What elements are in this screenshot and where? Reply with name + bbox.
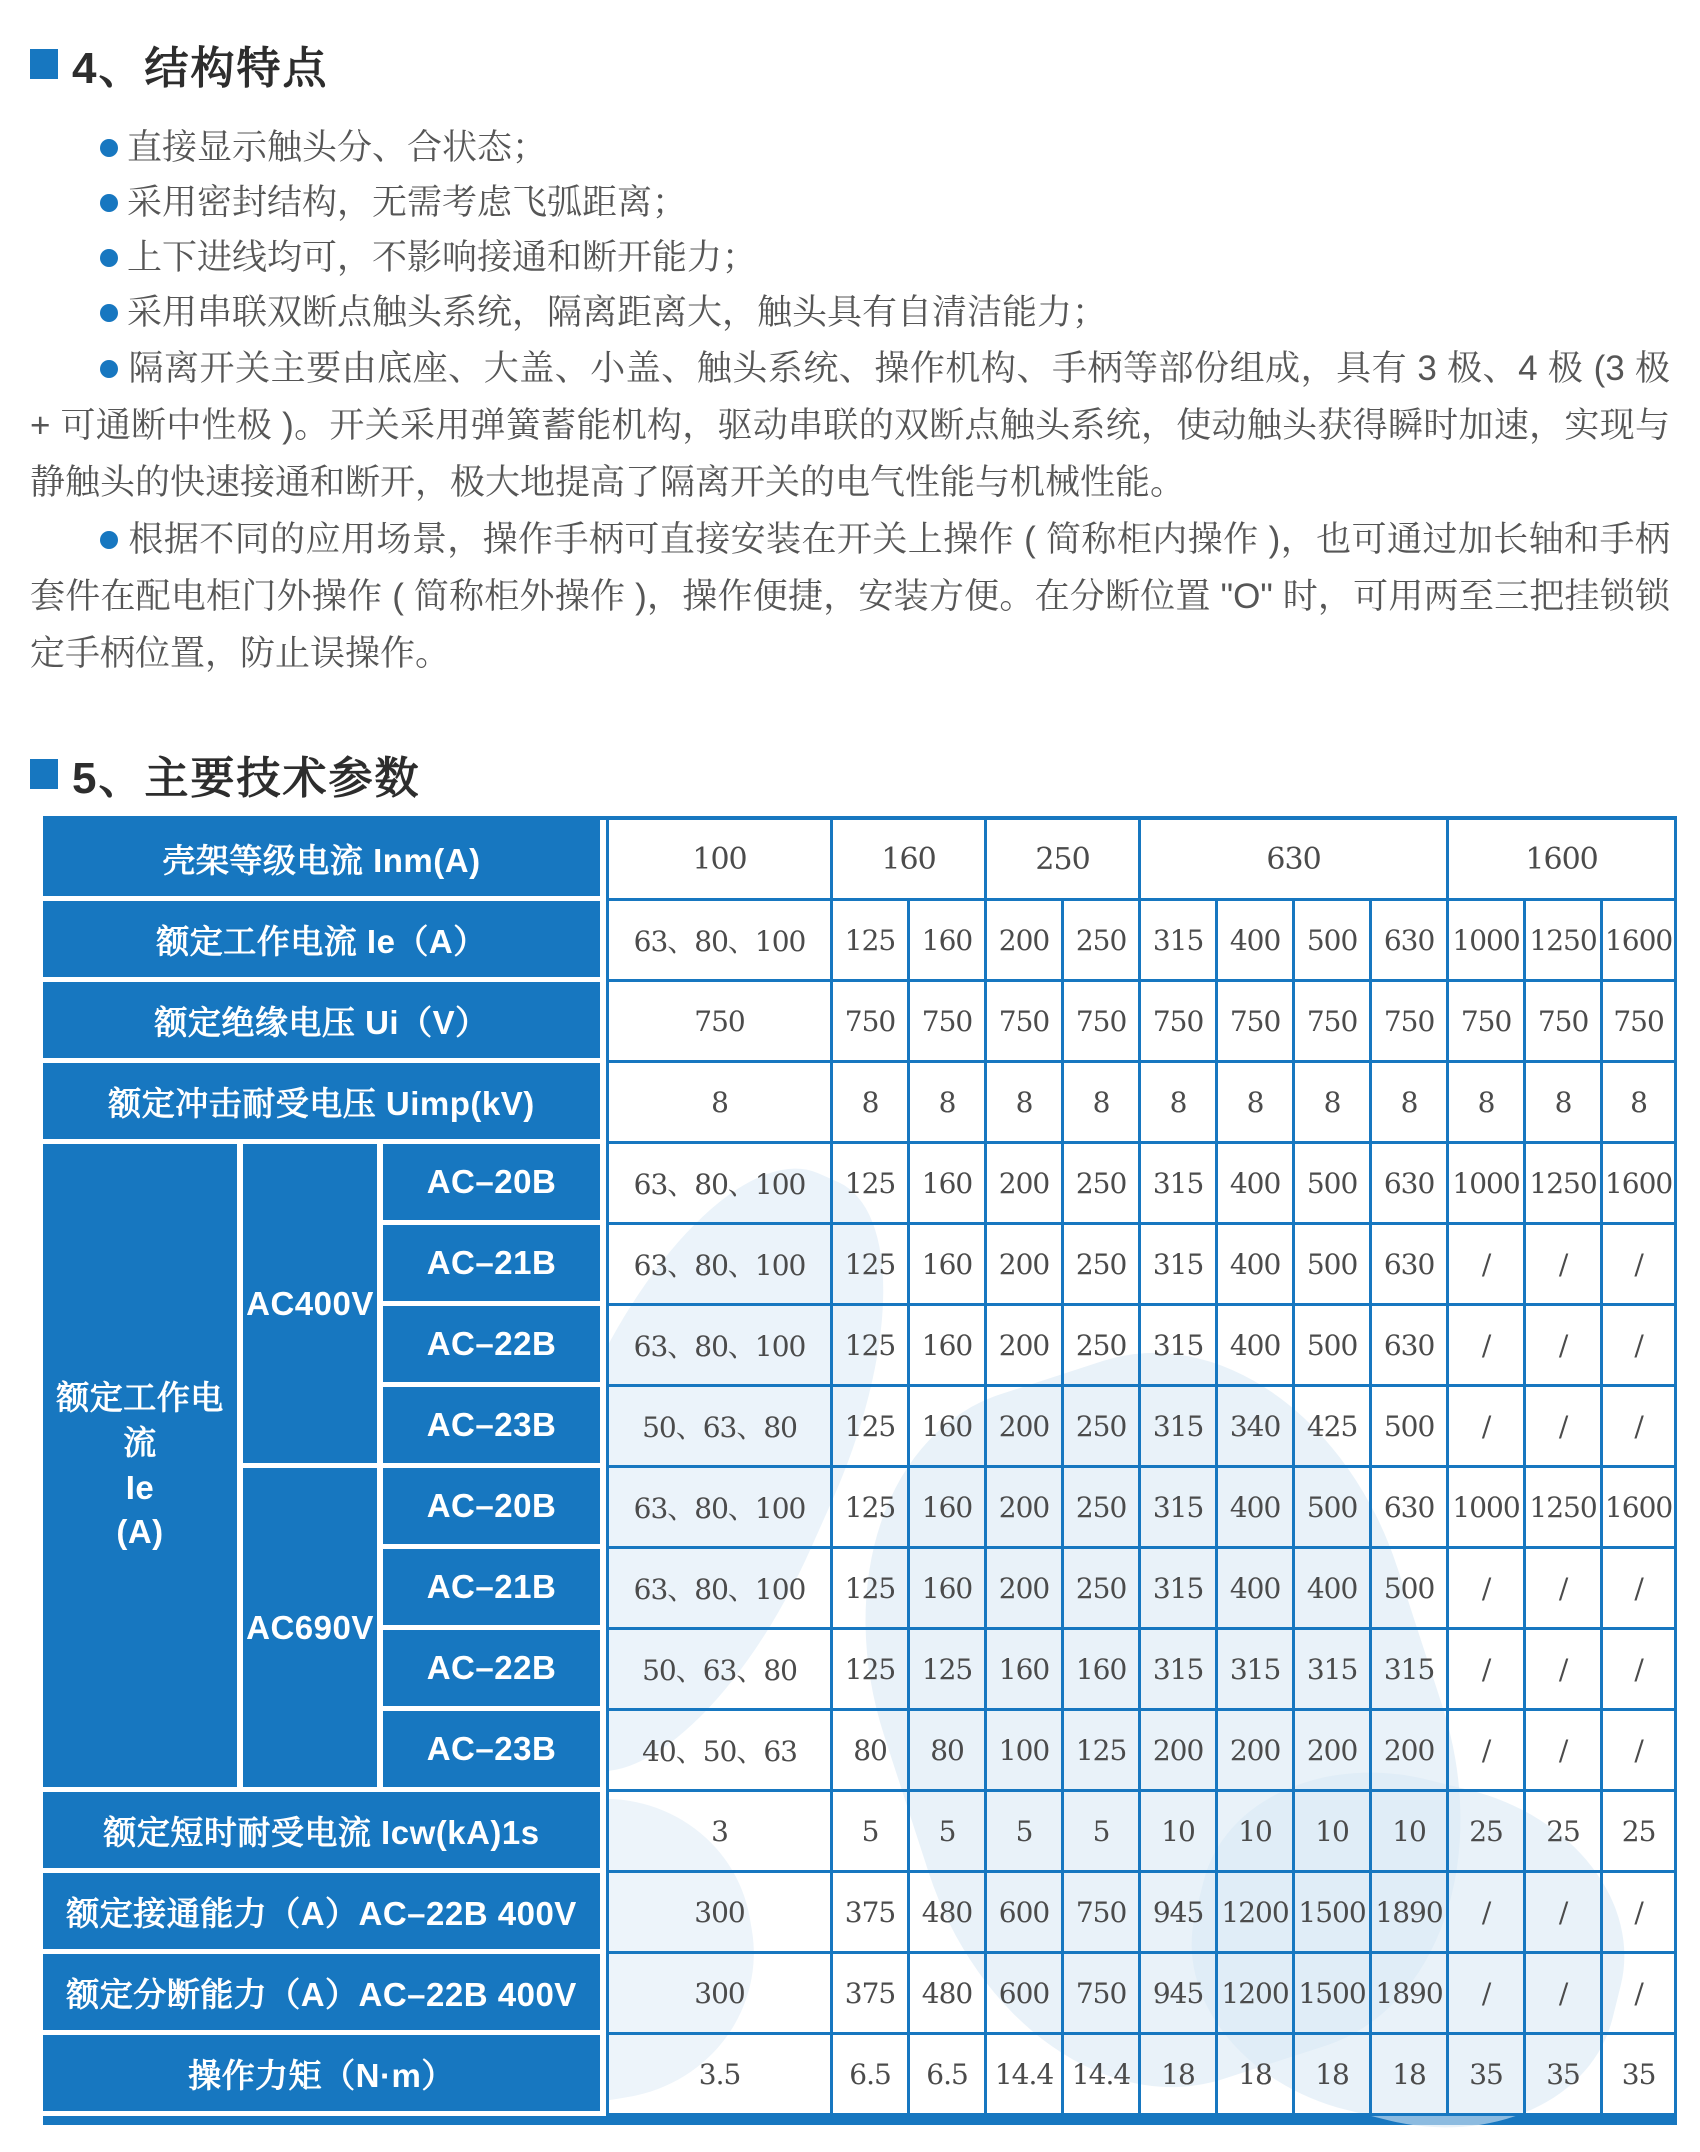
data-cell: 6.5	[907, 2035, 984, 2116]
data-cell: 18	[1292, 2035, 1369, 2116]
bullet-icon	[100, 139, 118, 157]
data-cell: /	[1523, 1549, 1600, 1630]
section5-title: 5、主要技术参数	[72, 754, 421, 803]
data-cell: 750	[984, 982, 1061, 1063]
data-cell: 300	[606, 1954, 830, 2035]
data-cell: 315	[1138, 1144, 1215, 1225]
data-cell: 250	[1061, 1306, 1138, 1387]
data-cell: 200	[984, 1549, 1061, 1630]
feature-text: 隔离开关主要由底座、大盖、小盖、触头系统、操作机构、手柄等部份组成，具有 3 极、4 极 (3 极 + 可通断中性极 )。开关采用弹簧蓄能机构，驱动串联的双断点触头系统，使动触头获得瞬时加速，实现与静触头的快速接通和断开，极大地提高了隔离开关的电气性能与机械性能。	[30, 349, 1670, 502]
section4-title: 4、结构特点	[72, 44, 329, 93]
data-cell: 1000	[1446, 1144, 1523, 1225]
data-cell: 750	[1523, 982, 1600, 1063]
list-item	[30, 175, 1670, 230]
data-cell: 1890	[1369, 1954, 1446, 2035]
data-cell: 750	[1600, 982, 1677, 1063]
data-cell: 14.4	[1061, 2035, 1138, 2116]
data-cell: 50、63、80	[606, 1387, 830, 1468]
data-cell: /	[1446, 1711, 1523, 1792]
data-cell: 1200	[1215, 1954, 1292, 2035]
data-cell: 25	[1600, 1792, 1677, 1873]
data-cell: 125	[830, 1144, 907, 1225]
data-cell: 63、80、100	[606, 1549, 830, 1630]
data-cell: 1250	[1523, 1468, 1600, 1549]
data-cell: 480	[907, 1954, 984, 2035]
data-cell: /	[1523, 1630, 1600, 1711]
data-cell: 1600	[1600, 901, 1677, 982]
data-cell: 400	[1215, 1549, 1292, 1630]
data-cell: 750	[830, 982, 907, 1063]
data-cell: 1600	[1600, 1468, 1677, 1549]
data-cell: 200	[1215, 1711, 1292, 1792]
data-cell: /	[1600, 1711, 1677, 1792]
data-cell: 400	[1215, 901, 1292, 982]
row-label-cell: 壳架等级电流 Inm(A)	[43, 820, 606, 901]
data-cell: /	[1446, 1954, 1523, 2035]
data-cell: /	[1600, 1954, 1677, 2035]
bullet-icon	[100, 531, 118, 549]
data-cell: 160	[907, 1468, 984, 1549]
data-cell: 500	[1292, 1225, 1369, 1306]
row-label-cell: 额定短时耐受电流 Icw(kA)1s	[43, 1792, 606, 1873]
data-cell: 10	[1292, 1792, 1369, 1873]
data-cell: /	[1600, 1225, 1677, 1306]
row-label-cell: 操作力矩（N·m）	[43, 2035, 606, 2116]
data-cell: 250	[1061, 1468, 1138, 1549]
data-cell: 425	[1292, 1387, 1369, 1468]
data-cell: 630	[1369, 1468, 1446, 1549]
data-cell: 40、50、63	[606, 1711, 830, 1792]
parameters-table	[43, 820, 1677, 2116]
data-cell: 8	[606, 1063, 830, 1144]
data-cell: 1200	[1215, 1873, 1292, 1954]
data-cell: 10	[1215, 1792, 1292, 1873]
data-cell: /	[1446, 1630, 1523, 1711]
data-cell: 200	[984, 1144, 1061, 1225]
feature-list	[0, 120, 1700, 340]
data-cell: /	[1446, 1873, 1523, 1954]
data-cell: 8	[1292, 1063, 1369, 1144]
data-cell: 200	[1138, 1711, 1215, 1792]
data-cell: 315	[1138, 1630, 1215, 1711]
data-cell: 3	[606, 1792, 830, 1873]
data-cell: 375	[830, 1954, 907, 2035]
data-cell: 1000	[1446, 901, 1523, 982]
data-cell: 250	[1061, 1225, 1138, 1306]
data-cell: 200	[1292, 1711, 1369, 1792]
data-cell: 630	[1369, 1306, 1446, 1387]
parameters-table-frame	[43, 816, 1677, 2125]
data-cell: 750	[1446, 982, 1523, 1063]
data-cell: 400	[1215, 1144, 1292, 1225]
data-cell: 18	[1138, 2035, 1215, 2116]
data-cell: 35	[1523, 2035, 1600, 2116]
data-cell: 315	[1215, 1630, 1292, 1711]
data-cell: 750	[1061, 1954, 1138, 2035]
list-item	[30, 285, 1670, 340]
data-cell: 125	[830, 1225, 907, 1306]
data-cell: 10	[1138, 1792, 1215, 1873]
data-cell: 125	[830, 1306, 907, 1387]
data-cell: 100	[984, 1711, 1061, 1792]
data-cell: 63、80、100	[606, 1468, 830, 1549]
data-cell: 8	[1215, 1063, 1292, 1144]
data-cell: /	[1600, 1873, 1677, 1954]
data-cell: /	[1600, 1387, 1677, 1468]
group-label-line: (A)	[116, 1513, 164, 1551]
data-cell: 35	[1600, 2035, 1677, 2116]
data-cell: 14.4	[984, 2035, 1061, 2116]
data-cell: 300	[606, 1873, 830, 1954]
data-cell: 340	[1215, 1387, 1292, 1468]
section4-heading	[30, 0, 1670, 93]
data-cell: 8	[1446, 1063, 1523, 1144]
data-cell: 1000	[1446, 1468, 1523, 1549]
data-cell: 125	[907, 1630, 984, 1711]
data-cell: 500	[1292, 901, 1369, 982]
frame-current-cell: 100	[606, 820, 830, 901]
data-cell: /	[1523, 1306, 1600, 1387]
data-cell: 50、63、80	[606, 1630, 830, 1711]
data-cell: 6.5	[830, 2035, 907, 2116]
data-cell: 5	[830, 1792, 907, 1873]
data-cell: /	[1446, 1306, 1523, 1387]
data-cell: 315	[1138, 1225, 1215, 1306]
data-cell: 315	[1292, 1630, 1369, 1711]
row-label-cell: 额定分断能力（A）AC–22B 400V	[43, 1954, 606, 2035]
data-cell: 200	[984, 901, 1061, 982]
utilization-category-cell: AC–23B	[383, 1387, 606, 1468]
data-cell: 750	[1138, 982, 1215, 1063]
data-cell: 5	[907, 1792, 984, 1873]
section5-heading	[30, 748, 1670, 803]
list-item	[30, 230, 1670, 285]
row-label-cell: 额定工作电流 Ie（A）	[43, 901, 606, 982]
feature-text: 直接显示触头分、合状态；	[127, 128, 548, 167]
section-marker-icon	[30, 49, 58, 79]
data-cell: 63、80、100	[606, 901, 830, 982]
data-cell: 200	[984, 1225, 1061, 1306]
data-cell: 1500	[1292, 1954, 1369, 2035]
data-cell: 315	[1138, 1306, 1215, 1387]
data-cell: 8	[907, 1063, 984, 1144]
data-cell: 18	[1369, 2035, 1446, 2116]
data-cell: 18	[1215, 2035, 1292, 2116]
data-cell: 750	[1061, 1873, 1138, 1954]
utilization-category-cell: AC–21B	[383, 1549, 606, 1630]
data-cell: 315	[1138, 901, 1215, 982]
data-cell: 125	[830, 1387, 907, 1468]
voltage-group-cell: AC690V	[243, 1468, 383, 1792]
data-cell: 1600	[1600, 1144, 1677, 1225]
data-cell: 160	[907, 1225, 984, 1306]
data-cell: 8	[984, 1063, 1061, 1144]
group-label-line: 额定工作电流	[56, 1379, 224, 1461]
utilization-category-cell: AC–21B	[383, 1225, 606, 1306]
data-cell: 315	[1369, 1630, 1446, 1711]
data-cell: 315	[1138, 1387, 1215, 1468]
feature-text: 根据不同的应用场景，操作手柄可直接安装在开关上操作 ( 简称柜内操作 )，也可通过加长轴和手柄套件在配电柜门外操作 ( 简称柜外操作 )，操作便捷，安装方便。在分断位置 "O" 时，可用两至三把挂锁锁定手柄位置，防止误操作。	[30, 520, 1670, 673]
data-cell: 1250	[1523, 1144, 1600, 1225]
data-cell: 630	[1369, 901, 1446, 982]
data-cell: 750	[1215, 982, 1292, 1063]
data-cell: 500	[1369, 1549, 1446, 1630]
frame-current-cell: 250	[984, 820, 1138, 901]
data-cell: 400	[1215, 1306, 1292, 1387]
feature-paragraph	[30, 511, 1670, 682]
data-cell: 1890	[1369, 1873, 1446, 1954]
data-cell: 125	[1061, 1711, 1138, 1792]
data-cell: 8	[1600, 1063, 1677, 1144]
data-cell: 480	[907, 1873, 984, 1954]
bullet-icon	[100, 249, 118, 267]
frame-current-cell: 160	[830, 820, 984, 901]
data-cell: 250	[1061, 1387, 1138, 1468]
data-cell: 63、80、100	[606, 1144, 830, 1225]
data-cell: 3.5	[606, 2035, 830, 2116]
data-cell: 10	[1369, 1792, 1446, 1873]
feature-text: 上下进线均可，不影响接通和断开能力；	[127, 238, 758, 277]
data-cell: 35	[1446, 2035, 1523, 2116]
data-cell: /	[1446, 1225, 1523, 1306]
data-cell: 160	[1061, 1630, 1138, 1711]
group-label-line: Ie	[125, 1468, 155, 1506]
data-cell: 945	[1138, 1954, 1215, 2035]
row-label-cell: 额定接通能力（A）AC–22B 400V	[43, 1873, 606, 1954]
data-cell: /	[1600, 1549, 1677, 1630]
data-cell: /	[1523, 1387, 1600, 1468]
data-cell: 63、80、100	[606, 1306, 830, 1387]
data-cell: /	[1600, 1630, 1677, 1711]
voltage-group-cell: AC400V	[243, 1144, 383, 1468]
frame-current-cell: 630	[1138, 820, 1446, 901]
data-cell: 8	[1369, 1063, 1446, 1144]
data-cell: 375	[830, 1873, 907, 1954]
data-cell: 200	[984, 1387, 1061, 1468]
data-cell: 400	[1215, 1225, 1292, 1306]
row-label-cell: 额定绝缘电压 Ui（V）	[43, 982, 606, 1063]
data-cell: 750	[1061, 982, 1138, 1063]
data-cell: 630	[1369, 1225, 1446, 1306]
bullet-icon	[100, 304, 118, 322]
data-cell: /	[1600, 1306, 1677, 1387]
feature-text: 采用密封结构，无需考虑飞弧距离；	[127, 183, 688, 222]
data-cell: 250	[1061, 1549, 1138, 1630]
utilization-category-cell: AC–22B	[383, 1630, 606, 1711]
data-cell: 200	[1369, 1711, 1446, 1792]
data-cell: 200	[984, 1306, 1061, 1387]
bullet-icon	[100, 360, 118, 378]
data-cell: 125	[830, 1468, 907, 1549]
bullet-icon	[100, 194, 118, 212]
data-cell: 1250	[1523, 901, 1600, 982]
data-cell: 750	[907, 982, 984, 1063]
row-label-cell: 额定冲击耐受电压 Uimp(kV)	[43, 1063, 606, 1144]
data-cell: 25	[1523, 1792, 1600, 1873]
data-cell: 400	[1215, 1468, 1292, 1549]
data-cell: 315	[1138, 1549, 1215, 1630]
data-cell: /	[1523, 1954, 1600, 2035]
data-cell: 8	[1061, 1063, 1138, 1144]
data-cell: 160	[907, 901, 984, 982]
data-cell: 630	[1369, 1144, 1446, 1225]
data-cell: 160	[907, 1306, 984, 1387]
data-cell: 125	[830, 901, 907, 982]
data-cell: /	[1446, 1387, 1523, 1468]
group-label-cell	[43, 1144, 243, 1792]
data-cell: 160	[907, 1144, 984, 1225]
data-cell: 250	[1061, 1144, 1138, 1225]
data-cell: /	[1523, 1711, 1600, 1792]
feature-text: 采用串联双断点触头系统，隔离距离大，触头具有自清洁能力；	[127, 293, 1108, 332]
data-cell: 400	[1292, 1549, 1369, 1630]
data-cell: 600	[984, 1954, 1061, 2035]
data-cell: /	[1523, 1873, 1600, 1954]
data-cell: 8	[1523, 1063, 1600, 1144]
data-cell: 160	[984, 1630, 1061, 1711]
data-cell: 8	[1138, 1063, 1215, 1144]
data-cell: 160	[907, 1387, 984, 1468]
data-cell: 25	[1446, 1792, 1523, 1873]
data-cell: 500	[1369, 1387, 1446, 1468]
data-cell: 600	[984, 1873, 1061, 1954]
data-cell: /	[1446, 1549, 1523, 1630]
list-item	[30, 120, 1670, 175]
utilization-category-cell: AC–20B	[383, 1468, 606, 1549]
data-cell: 80	[830, 1711, 907, 1792]
utilization-category-cell: AC–23B	[383, 1711, 606, 1792]
data-cell: 500	[1292, 1468, 1369, 1549]
data-cell: 750	[606, 982, 830, 1063]
section-marker-icon	[30, 759, 58, 789]
data-cell: 63、80、100	[606, 1225, 830, 1306]
data-cell: 1500	[1292, 1873, 1369, 1954]
data-cell: 750	[1292, 982, 1369, 1063]
data-cell: 5	[984, 1792, 1061, 1873]
data-cell: /	[1523, 1225, 1600, 1306]
data-cell: 750	[1369, 982, 1446, 1063]
data-cell: 200	[984, 1468, 1061, 1549]
data-cell: 125	[830, 1549, 907, 1630]
frame-current-cell: 1600	[1446, 820, 1677, 901]
data-cell: 125	[830, 1630, 907, 1711]
data-cell: 250	[1061, 901, 1138, 982]
data-cell: 160	[907, 1549, 984, 1630]
data-cell: 80	[907, 1711, 984, 1792]
data-cell: 500	[1292, 1144, 1369, 1225]
data-cell: 8	[830, 1063, 907, 1144]
data-cell: 315	[1138, 1468, 1215, 1549]
utilization-category-cell: AC–22B	[383, 1306, 606, 1387]
data-cell: 500	[1292, 1306, 1369, 1387]
data-cell: 5	[1061, 1792, 1138, 1873]
data-cell: 945	[1138, 1873, 1215, 1954]
feature-paragraph	[30, 340, 1670, 511]
utilization-category-cell: AC–20B	[383, 1144, 606, 1225]
